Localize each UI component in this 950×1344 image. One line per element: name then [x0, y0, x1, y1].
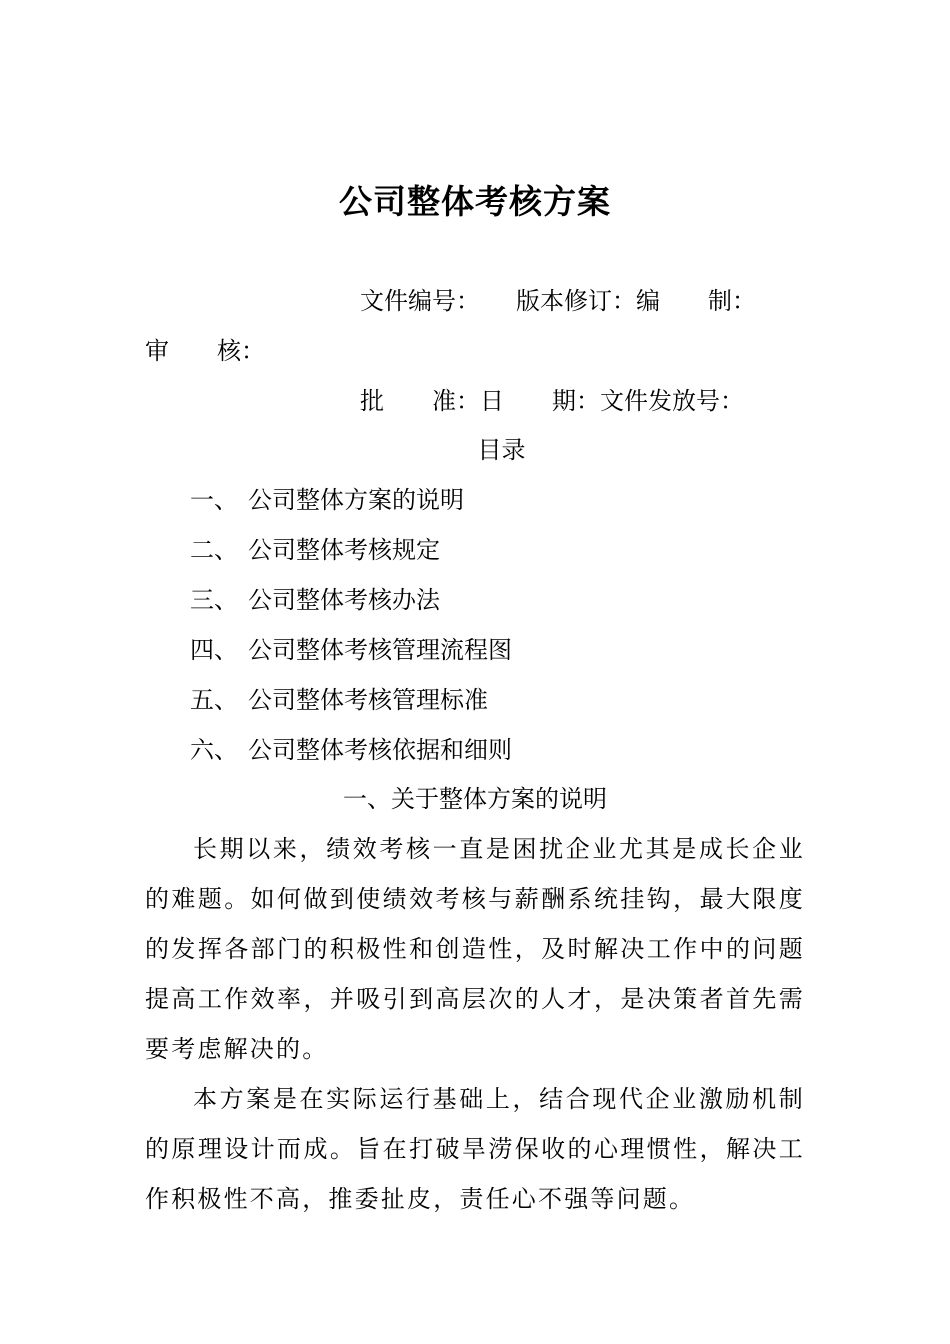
toc-item-number: 二、 — [190, 536, 238, 564]
toc-item-label: 公司整体考核规定 — [248, 536, 440, 564]
toc-item-number: 六、 — [190, 736, 238, 764]
meta-line-file-info: 文件编号： 版本修订：编 制： — [360, 287, 756, 315]
toc-item — [190, 683, 512, 733]
toc-item-label: 公司整体考核管理标准 — [248, 686, 488, 714]
body-paragraph: 本方案是在实际运行基础上，结合现代企业激励机制的原理设计而成。旨在打破旱涝保收的心理惯性，解决工作积极性不高，推委扯皮，责任心不强等问题。 — [145, 1085, 805, 1213]
toc-item — [190, 533, 512, 583]
toc-item-number: 三、 — [190, 586, 238, 614]
toc-item-label: 公司整体考核依据和细则 — [248, 736, 512, 764]
toc-item — [190, 733, 512, 783]
toc-item-number: 一、 — [190, 486, 238, 514]
toc-item-number: 五、 — [190, 686, 238, 714]
body-paragraph: 长期以来，绩效考核一直是困扰企业尤其是成长企业的难题。如何做到使绩效考核与薪酬系统挂钩，最大限度的发挥各部门的积极性和创造性，及时解决工作中的问题提高工作效率，并吸引到高层次的人才，是决策者首先需要考虑解决的。 — [145, 835, 805, 1063]
toc-item-number: 四、 — [190, 636, 238, 664]
toc-item — [190, 633, 512, 683]
toc-item — [190, 483, 512, 533]
meta-line-approval: 批 准：日 期：文件发放号： — [360, 387, 744, 415]
toc-item-label: 公司整体方案的说明 — [248, 486, 464, 514]
toc-item-label: 公司整体考核管理流程图 — [248, 636, 512, 664]
toc-heading: 目录 — [477, 436, 526, 464]
section-heading: 一、关于整体方案的说明 — [343, 785, 607, 813]
table-of-contents — [190, 483, 512, 783]
meta-line-review: 审 核： — [145, 337, 265, 365]
toc-item-label: 公司整体考核办法 — [248, 586, 440, 614]
document-title: 公司整体考核方案 — [339, 182, 611, 221]
toc-item — [190, 583, 512, 633]
